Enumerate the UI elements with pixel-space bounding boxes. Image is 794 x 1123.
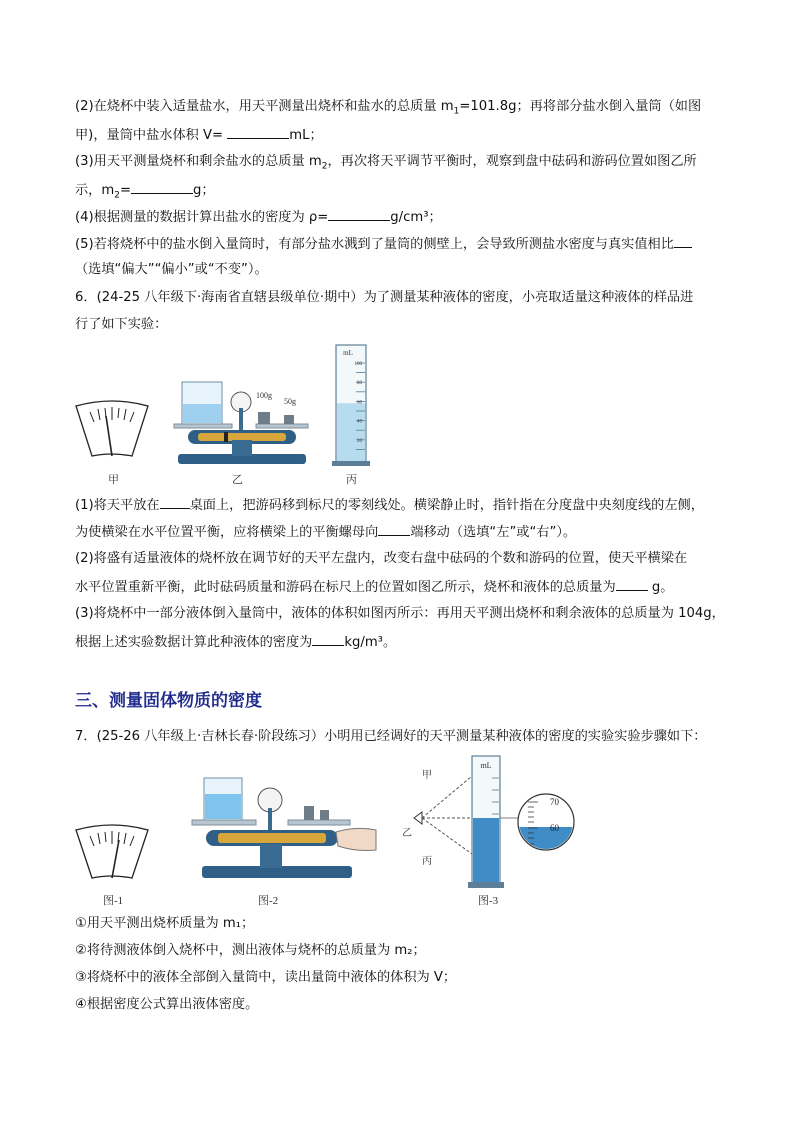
q5-step5-text: (5)若将烧杯中的盐水倒入量筒时，有部分盐水溅到了量筒的侧壁上，会导致所测盐水密度与真实值相比	[75, 237, 674, 252]
q5-m2-unit: g；	[193, 183, 215, 198]
q6-step1-line1	[75, 495, 704, 515]
q7-fig-2-label: 图-2	[258, 895, 279, 907]
q7-balance-scale	[218, 833, 326, 843]
q7-beaker-liquid	[205, 794, 241, 819]
q6-balance-figure	[172, 374, 312, 470]
q6-mass-unit: g。	[647, 580, 674, 595]
q6-step2-line1	[75, 550, 687, 568]
q5-step4-text: (4)根据测量的数据计算出盐水的密度为 ρ=	[75, 210, 329, 225]
right-pan	[256, 424, 308, 428]
q5-step5-blank[interactable]	[674, 234, 692, 248]
q5-density-blank[interactable]	[328, 207, 390, 221]
cylinder-base	[332, 461, 370, 466]
q5-m2-eq: =	[119, 183, 132, 198]
q6-direction-blank[interactable]	[378, 522, 410, 536]
cylinder-unit: mL	[343, 349, 353, 357]
q6-step2-line2	[75, 577, 673, 597]
q6-step2-text: (2)将盛有适量液体的烧杯放在调节好的天平左盘内，改变右盘中砝码的个数和游码的位置，使天平横梁在	[75, 551, 688, 566]
q7-head-line	[75, 728, 707, 746]
q7-step-3	[75, 969, 456, 987]
weight-100g-label: 100g	[256, 391, 272, 400]
q7-step-1	[75, 915, 254, 933]
view-label-yi: 乙	[402, 828, 412, 839]
q6-head-text: 6．(24-25 八年级下·海南省直辖县级单位·期中）为了测量某种液体的密度，小亮取适量这种液体的样品进	[75, 290, 694, 305]
q6-step3-line2	[75, 632, 396, 652]
q7-step-3-text: ③将烧杯中的液体全部倒入量筒中，读出量筒中液体的体积为 V；	[75, 970, 457, 985]
q6-step1-line2	[75, 522, 576, 542]
q7-step-4-text: ④根据密度公式算出液体密度。	[75, 997, 259, 1012]
cylinder-tick-label: 100	[354, 362, 362, 367]
left-pan	[174, 424, 232, 428]
q6-head-line2	[75, 316, 167, 334]
q5-m2-blank[interactable]	[131, 180, 193, 194]
q5-step3-line2	[75, 180, 215, 205]
q7-cylinder-unit: mL	[480, 761, 492, 770]
q5-step3-text-end: ，再次将天平调节平衡时，观察到盘中砝码和游码位置如图乙所	[327, 154, 697, 169]
cylinder-tick-label: 60	[357, 400, 362, 406]
q6-head-line1	[75, 289, 693, 307]
q6-density-unit: kg/m³。	[344, 635, 397, 650]
q5-step2-line2	[75, 125, 323, 145]
q6-step2b-text: 水平位置重新平衡，此时砝码质量和游码在标尺上的位置如图乙所示，烧杯和液体的总质量为	[75, 580, 616, 595]
q7-right-pan	[288, 820, 350, 825]
hand-icon	[336, 828, 376, 850]
q5-step2-text: (2)在烧杯中装入适量盐水，用天平测量出烧杯和盐水的总质量 m	[75, 99, 454, 114]
q6-cylinder-figure	[332, 343, 372, 469]
q7-dial-figure	[72, 822, 152, 888]
q7-step-1-text: ①用天平测出烧杯质量为 m₁；	[75, 916, 255, 931]
q6-step1b-text: 为使横梁在水平位置平衡，应将横梁上的平衡螺母向	[75, 525, 379, 540]
q5-m2-label: 示，m	[75, 183, 115, 198]
q6-step1-text: (1)将天平放在	[75, 498, 160, 513]
q5-step2-volume-label: 甲)，量筒中盐水体积 V=	[75, 128, 228, 143]
weight-50g	[284, 415, 294, 424]
q5-step3-sub: 2	[321, 161, 328, 172]
view-label-jia: 甲	[422, 770, 432, 781]
q5-volume-blank[interactable]	[227, 125, 289, 139]
q5-step5-options: （选填“偏大”“偏小”或“不变”）。	[75, 262, 268, 277]
q6-fig-yi: 乙	[232, 474, 243, 486]
q6-density-blank[interactable]	[312, 632, 344, 646]
cylinder-liquid	[337, 403, 365, 462]
q6-dial-figure	[72, 398, 152, 468]
q6-step3b-text: 根据上述实验数据计算此种液体的密度为	[75, 635, 313, 650]
q7-cylinder-base	[468, 882, 504, 888]
q5-step2-text-end: =101.8g；再将部分盐水倒入量筒（如图	[459, 99, 702, 114]
q5-step2-sub: 1	[453, 106, 460, 117]
weight-100g	[258, 412, 270, 424]
q7-weight-2	[320, 810, 329, 820]
q6-mass-blank[interactable]	[616, 577, 648, 591]
q5-density-unit: g/cm³；	[390, 210, 442, 225]
q6-table-blank[interactable]	[160, 495, 190, 509]
cylinder-tick-label: 80	[357, 381, 362, 387]
section-title: 三、测量固体物质的密度	[75, 691, 262, 711]
q6-step3-line1	[75, 605, 725, 623]
q5-step5-line2	[75, 261, 268, 279]
q5-step3-text: (3)用天平测量烧杯和剩余盐水的总质量 m	[75, 154, 322, 169]
zoom-tick-70: 70	[550, 797, 559, 807]
q6-fig-bing: 丙	[346, 474, 357, 486]
q7-cylinder-figure	[398, 752, 582, 892]
q7-weight-1	[304, 806, 314, 820]
q7-balance-figure	[186, 770, 378, 890]
q5-step5-line1	[75, 234, 692, 254]
q7-step-2	[75, 942, 426, 960]
q5-step3-line1	[75, 153, 697, 176]
q5-step2-line1	[75, 98, 701, 121]
q7-step-2-text: ②将待测液体倒入烧杯中，测出液体与烧杯的总质量为 m₂；	[75, 943, 426, 958]
balance-scale	[198, 433, 286, 441]
weight-50g-label: 50g	[284, 397, 296, 406]
beaker-liquid	[183, 404, 221, 423]
q7-left-pan	[192, 820, 256, 825]
q7-fig-1-label: 图-1	[103, 895, 124, 907]
q5-step4-line	[75, 207, 442, 227]
q7-head-text: 7．(25-26 八年级上·吉林长春·阶段练习）小明用已经调好的天平测量某种液体的密度的实验实验步骤如下：	[75, 729, 707, 744]
q6-fig-jia: 甲	[108, 474, 119, 486]
view-label-bing: 丙	[422, 856, 432, 867]
rider	[224, 432, 228, 442]
q7-fig-3-label: 图-3	[478, 895, 499, 907]
q5-m2-sub: 2	[114, 190, 120, 201]
q6-head-text-end: 行了如下实验：	[75, 317, 168, 332]
q7-step-4	[75, 996, 258, 1014]
eye-icon	[414, 812, 422, 824]
q7-cylinder-liquid	[473, 818, 499, 884]
q5-volume-unit: mL；	[289, 128, 323, 143]
q6-step1-text-end: 桌面上，把游码移到标尺的零刻线处。横梁静止时，指针指在分度盘中央刻度线的左侧，	[189, 498, 704, 513]
zoom-tick-60: 60	[550, 823, 559, 833]
q6-step1b-text-end: 端移动（选填“左”或“右”）。	[410, 525, 577, 540]
cylinder-tick-label: 20	[357, 438, 362, 444]
q6-step3-text: (3)将烧杯中一部分液体倒入量筒中，液体的体积如图丙所示：再用天平测出烧杯和剩余液体的总质量为 104g，	[75, 606, 725, 621]
cylinder-tick-label: 40	[357, 419, 362, 425]
